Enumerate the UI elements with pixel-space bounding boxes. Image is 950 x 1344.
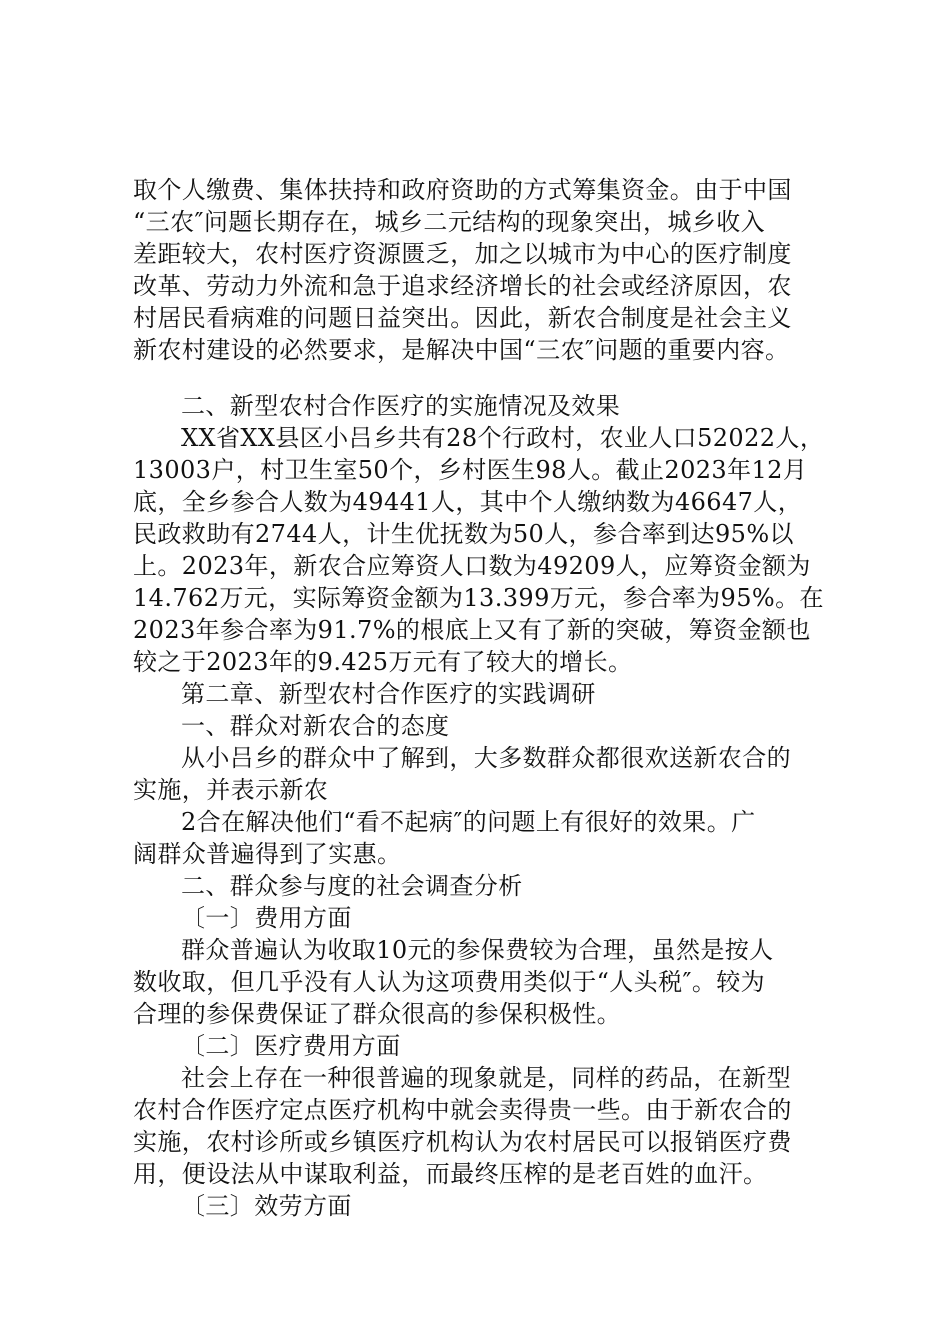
paragraph-funding-background xyxy=(133,174,833,366)
text-line: 13003户，村卫生室50个，乡村医生98人。截止2023年12月 xyxy=(133,456,808,484)
text-line: 用，便设法从中谋取利益，而最终压榨的是老百姓的血汗。 xyxy=(133,1160,768,1188)
text-line: 群众普遍认为收取10元的参保费较为合理，虽然是按人 xyxy=(181,936,774,964)
text-line: 实施，农村诊所或乡镇医疗机构认为农村居民可以报销医疗费 xyxy=(133,1128,792,1156)
text-line: 较之于2023年的9.425万元有了较大的增长。 xyxy=(133,648,633,676)
subsection-heading: 〔二〕医疗费用方面 xyxy=(181,1032,401,1060)
subsection-heading: 〔三〕效劳方面 xyxy=(181,1192,352,1220)
text-line: 实施，并表示新农 xyxy=(133,776,329,804)
text-line: “三农″问题长期存在，城乡二元结构的现象突出，城乡收入 xyxy=(133,208,766,236)
text-line: 数收取，但几乎没有人认为这项费用类似于“人头税″。较为 xyxy=(133,968,766,996)
text-line: 14.762万元，实际筹资金额为13.399万元，参合率为95%。在 xyxy=(133,584,824,612)
paragraph-medical-costs xyxy=(133,1062,833,1190)
text-line: 2合在解决他们“看不起病″的问题上有很好的效果。广 xyxy=(181,808,756,836)
text-line: 底，全乡参合人数为49441人，其中个人缴纳数为46647人， xyxy=(133,488,803,516)
text-line: 取个人缴费、集体扶持和政府资助的方式筹集资金。由于中国 xyxy=(133,176,792,204)
section-heading: 一、群众对新农合的态度 xyxy=(181,712,450,740)
text-line: 阔群众普遍得到了实惠。 xyxy=(133,840,402,868)
text-line: XX省XX县区小吕乡共有28个行政村，农业人口52022人， xyxy=(181,424,825,452)
paragraph-attitude-continued xyxy=(133,806,833,870)
paragraph-implementation xyxy=(133,422,833,678)
text-line: 2023年参合率为91.7%的根底上又有了新的突破，筹资金额也 xyxy=(133,616,811,644)
text-line: 改革、劳动力外流和急于追求经济增长的社会或经济原因，农 xyxy=(133,272,792,300)
text-line: 从小吕乡的群众中了解到，大多数群众都很欢送新农合的 xyxy=(181,744,791,772)
text-line: 社会上存在一种很普遍的现象就是，同样的药品，在新型 xyxy=(181,1064,791,1092)
section-heading: 二、群众参与度的社会调查分析 xyxy=(181,872,523,900)
subsection-heading: 〔一〕费用方面 xyxy=(181,904,352,932)
text-line: 村居民看病难的问题日益突出。因此，新农合制度是社会主义 xyxy=(133,304,792,332)
text-line: 新农村建设的必然要求，是解决中国“三农″问题的重要内容。 xyxy=(133,336,790,364)
chapter-heading: 第二章、新型农村合作医疗的实践调研 xyxy=(181,680,596,708)
paragraph-fees xyxy=(133,934,833,1030)
text-line: 上。2023年，新农合应筹资人口数为49209人，应筹资金额为 xyxy=(133,552,811,580)
document-body xyxy=(133,390,833,1222)
text-line: 合理的参保费保证了群众很高的参保积极性。 xyxy=(133,1000,621,1028)
paragraph-attitude xyxy=(133,742,833,806)
text-line: 差距较大，农村医疗资源匮乏，加之以城市为中心的医疗制度 xyxy=(133,240,792,268)
section-heading: 二、新型农村合作医疗的实施情况及效果 xyxy=(181,392,621,420)
text-line: 民政救助有2744人，计生优抚数为50人，参合率到达95%以 xyxy=(133,520,794,548)
text-line: 农村合作医疗定点医疗机构中就会卖得贵一些。由于新农合的 xyxy=(133,1096,792,1124)
